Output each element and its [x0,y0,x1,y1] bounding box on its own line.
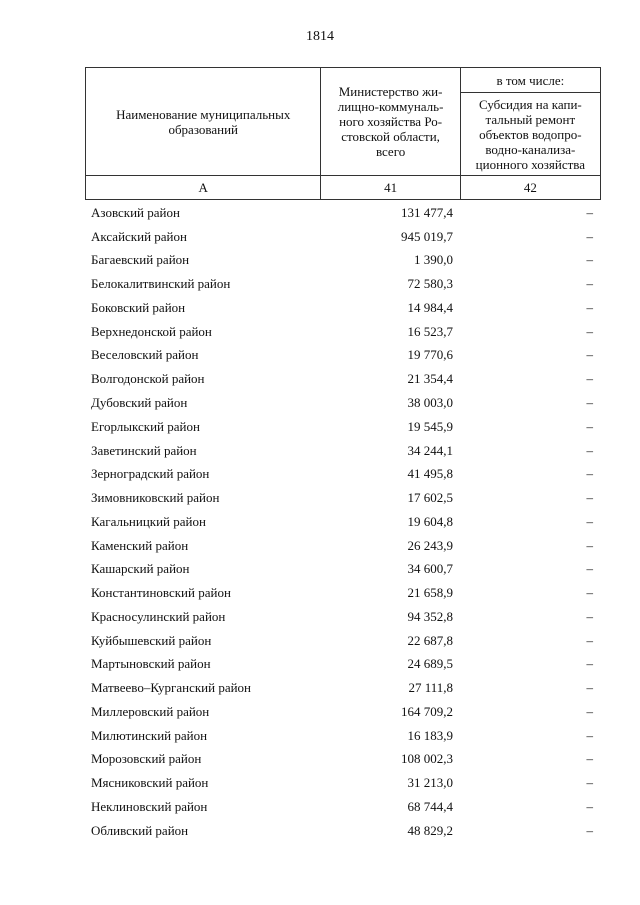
total-amount: 19 770,6 [407,347,453,363]
table-row [85,581,601,605]
total-amount: 31 213,0 [407,775,453,791]
subsidy-amount: – [586,585,593,601]
table-row [85,462,601,486]
subsidy-amount: – [586,252,593,268]
header-name-column: Наименование муниципальных образований [86,68,321,176]
table-header [85,67,601,200]
subsidy-amount: – [586,513,593,529]
subsidy-amount: – [586,466,593,482]
subsidy-amount: – [586,799,593,815]
total-amount: 19 545,9 [407,418,453,434]
municipality-name: Миллеровский район [91,703,210,719]
total-amount: 72 580,3 [407,276,453,292]
municipality-name: Егорлыкский район [91,418,200,434]
subsidy-amount: – [586,228,593,244]
municipality-name: Кашарский район [91,561,190,577]
table-row [85,700,601,724]
municipality-name: Багаевский район [91,252,190,268]
table-row [85,486,601,510]
subsidy-amount: – [586,727,593,743]
table-row [85,653,601,677]
municipality-name: Мартыновский район [91,656,211,672]
municipality-name: Зерноградский район [91,466,210,482]
table-row [85,439,601,463]
municipality-name: Азовский район [91,204,180,220]
municipality-name: Милютинский район [91,727,208,743]
municipality-name: Аксайский район [91,228,187,244]
municipality-name: Зимовниковский район [91,490,220,506]
table-row [85,724,601,748]
table-row [85,534,601,558]
table-row [85,510,601,534]
total-amount: 164 709,2 [401,703,453,719]
subsidy-amount: – [586,656,593,672]
municipality-name: Волгодонской район [91,371,205,387]
municipality-name: Куйбышевский район [91,632,212,648]
municipality-name: Красносулинский район [91,608,226,624]
subsidy-amount: – [586,371,593,387]
total-amount: 945 019,7 [401,228,453,244]
total-amount: 1 390,0 [414,252,453,268]
subsidy-amount: – [586,204,593,220]
subsidy-amount: – [586,276,593,292]
subsidy-amount: – [586,822,593,838]
total-amount: 16 183,9 [407,727,453,743]
table-row [85,676,601,700]
total-amount: 22 687,8 [407,632,453,648]
subsidy-amount: – [586,703,593,719]
total-amount: 108 002,3 [401,751,453,767]
municipality-name: Дубовский район [91,395,188,410]
table-row [85,225,601,249]
table-row [85,320,601,344]
total-amount: 131 477,4 [401,204,453,220]
total-amount: 38 003,0 [407,395,453,410]
subsidy-amount: – [586,680,593,696]
header-total-column: Министерство жи- лищно-коммуналь- ного хозяйства Ро- стовской области, всего [321,68,460,176]
municipality-name: Заветинский район [91,442,197,458]
header-group-column: в том числе: [460,68,600,93]
total-amount: 26 243,9 [407,537,453,553]
total-amount: 21 354,4 [407,371,453,387]
total-amount: 34 244,1 [407,442,453,458]
total-amount: 41 495,8 [407,466,453,482]
total-amount: 19 604,8 [407,513,453,529]
total-amount: 17 602,5 [407,490,453,506]
table-row [85,249,601,273]
subsidy-amount: – [586,490,593,506]
subsidy-amount: – [586,632,593,648]
table-row [85,748,601,772]
column-index-name: А [86,176,321,200]
subsidy-amount: – [586,442,593,458]
total-amount: 94 352,8 [407,608,453,624]
subsidy-amount: – [586,347,593,363]
total-amount: 48 829,2 [407,822,453,838]
subsidy-amount: – [586,561,593,577]
municipality-name: Каменский район [91,537,189,553]
subsidy-amount: – [586,608,593,624]
municipality-name: Кагальницкий район [91,513,206,529]
municipality-name: Белокалитвинский район [91,276,231,292]
subsidy-amount: – [586,751,593,767]
municipality-name: Боковский район [91,299,186,315]
total-amount: 24 689,5 [407,656,453,672]
total-amount: 16 523,7 [407,323,453,339]
table-row [85,771,601,795]
subsidy-amount: – [586,323,593,339]
table-row [85,391,601,415]
total-amount: 21 658,9 [407,585,453,601]
table-row [85,344,601,368]
page-number: 1814 [306,29,334,44]
municipality-name: Веселовский район [91,347,199,363]
table-row [85,629,601,653]
subsidy-amount: – [586,537,593,553]
municipality-name: Матвеево–Курганский район [91,680,252,696]
total-amount: 27 111,8 [408,680,453,696]
subsidy-amount: – [586,299,593,315]
table-row [85,296,601,320]
subsidy-amount: – [586,395,593,410]
municipality-name: Верхнедонской район [91,323,212,339]
municipality-name: Константиновский район [91,585,231,601]
municipality-name: Обливский район [91,822,189,838]
municipality-name: Мясниковский район [91,775,209,791]
table-row [85,201,601,225]
subsidy-amount: – [586,418,593,434]
subsidy-amount: – [586,775,593,791]
column-index-total: 41 [321,176,460,200]
table-row [85,819,601,843]
header-subsidy-column: Субсидия на капи- тальный ремонт объектов водопро- водно-канализа- ционного хозяйства [460,93,600,176]
table-row [85,415,601,439]
total-amount: 34 600,7 [407,561,453,577]
table-row [85,557,601,581]
table-row [85,367,601,391]
column-index-subsidy: 42 [460,176,600,200]
municipality-name: Неклиновский район [91,799,208,815]
total-amount: 68 744,4 [407,799,453,815]
table-row [85,605,601,629]
table-row [85,272,601,296]
table-body [85,201,601,843]
table-row [85,795,601,819]
total-amount: 14 984,4 [407,299,453,315]
municipality-name: Морозовский район [91,751,202,767]
